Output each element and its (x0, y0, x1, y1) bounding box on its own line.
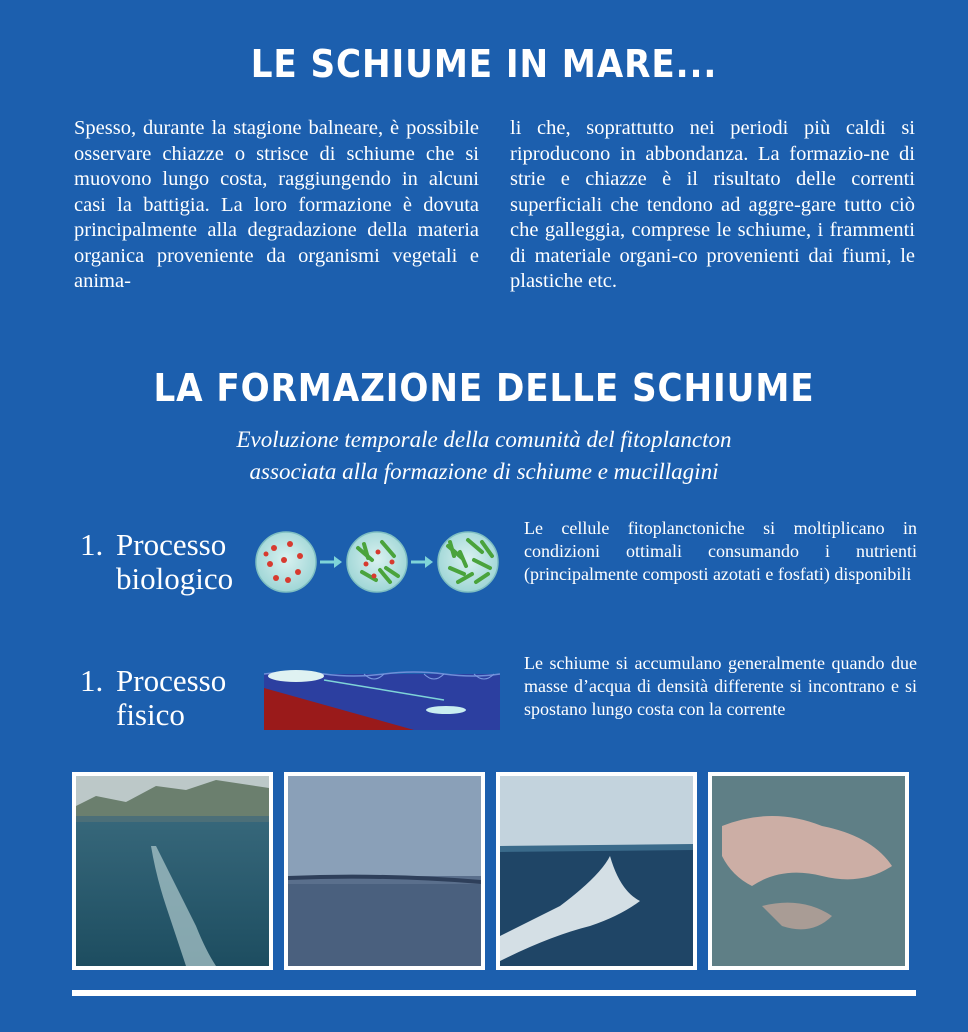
main-heading: LE SCHIUME IN MARE... (250, 42, 718, 86)
process-title-line2: biologico (116, 561, 234, 596)
process-title-line1: Processo (116, 527, 227, 562)
water-masses-diagram (264, 666, 500, 730)
process-biological-label (80, 528, 233, 596)
section-heading: LA FORMAZIONE DELLE SCHIUME (153, 366, 815, 410)
intro-text-left: Spesso, durante la stagione balneare, è possibile osservare chiazze o strisce di schiume che si muovono lungo costa, raggiungendo in alcuni casi la battigia. La loro formazione è dovuta principalmente alla degradazione della materia organica proveniente da organismi vegetali e anima- (74, 117, 479, 292)
cell-circle-2 (347, 532, 407, 592)
process-physical-label (80, 664, 226, 732)
process-biological-description: Le cellule fitoplanctoniche si moltiplicano in condizioni ottimali consumando i nutrienti (principalmente composti azotati e fosfati) disponibili (524, 518, 917, 584)
process-title-line2: fisico (116, 697, 185, 732)
phytoplankton-growth-diagram (254, 530, 510, 594)
photo-sea-foam-wave (496, 772, 697, 970)
bottom-divider (72, 990, 916, 996)
photo-sea-foam-patch (708, 772, 909, 970)
arrow-right-icon (320, 556, 342, 568)
process-number: 1. (80, 527, 104, 562)
process-number: 1. (80, 663, 104, 698)
process-physical-description: Le schiume si accumulano generalmente quando due masse d’acqua di densità differente si incontrano e si spostano lungo costa con la corrente (524, 653, 917, 719)
foam-patch-icon (426, 706, 466, 714)
intro-text-right: li che, soprattutto nei periodi più caldi si riproducono in abbondanza. La formazio-ne di strie e chiazze è il risultato delle correnti superficiali che tendono ad aggre-gare tutto ciò che galleggia, comprese le schiume, i frammenti di materiale organi-co provenienti dai fiumi, le plastiche etc. (510, 117, 915, 292)
foam-patch-icon (268, 670, 324, 682)
subtitle-line-1: Evoluzione temporale della comunità del fitoplancton (236, 427, 732, 452)
subtitle-line-2: associata alla formazione di schiume e mucillagini (249, 459, 719, 484)
section-subtitle (0, 424, 968, 488)
photo-sea-foam-coast (72, 772, 273, 970)
arrow-right-icon (411, 556, 433, 568)
process-title-line1: Processo (116, 663, 227, 698)
photo-sea-foam-horizon (284, 772, 485, 970)
